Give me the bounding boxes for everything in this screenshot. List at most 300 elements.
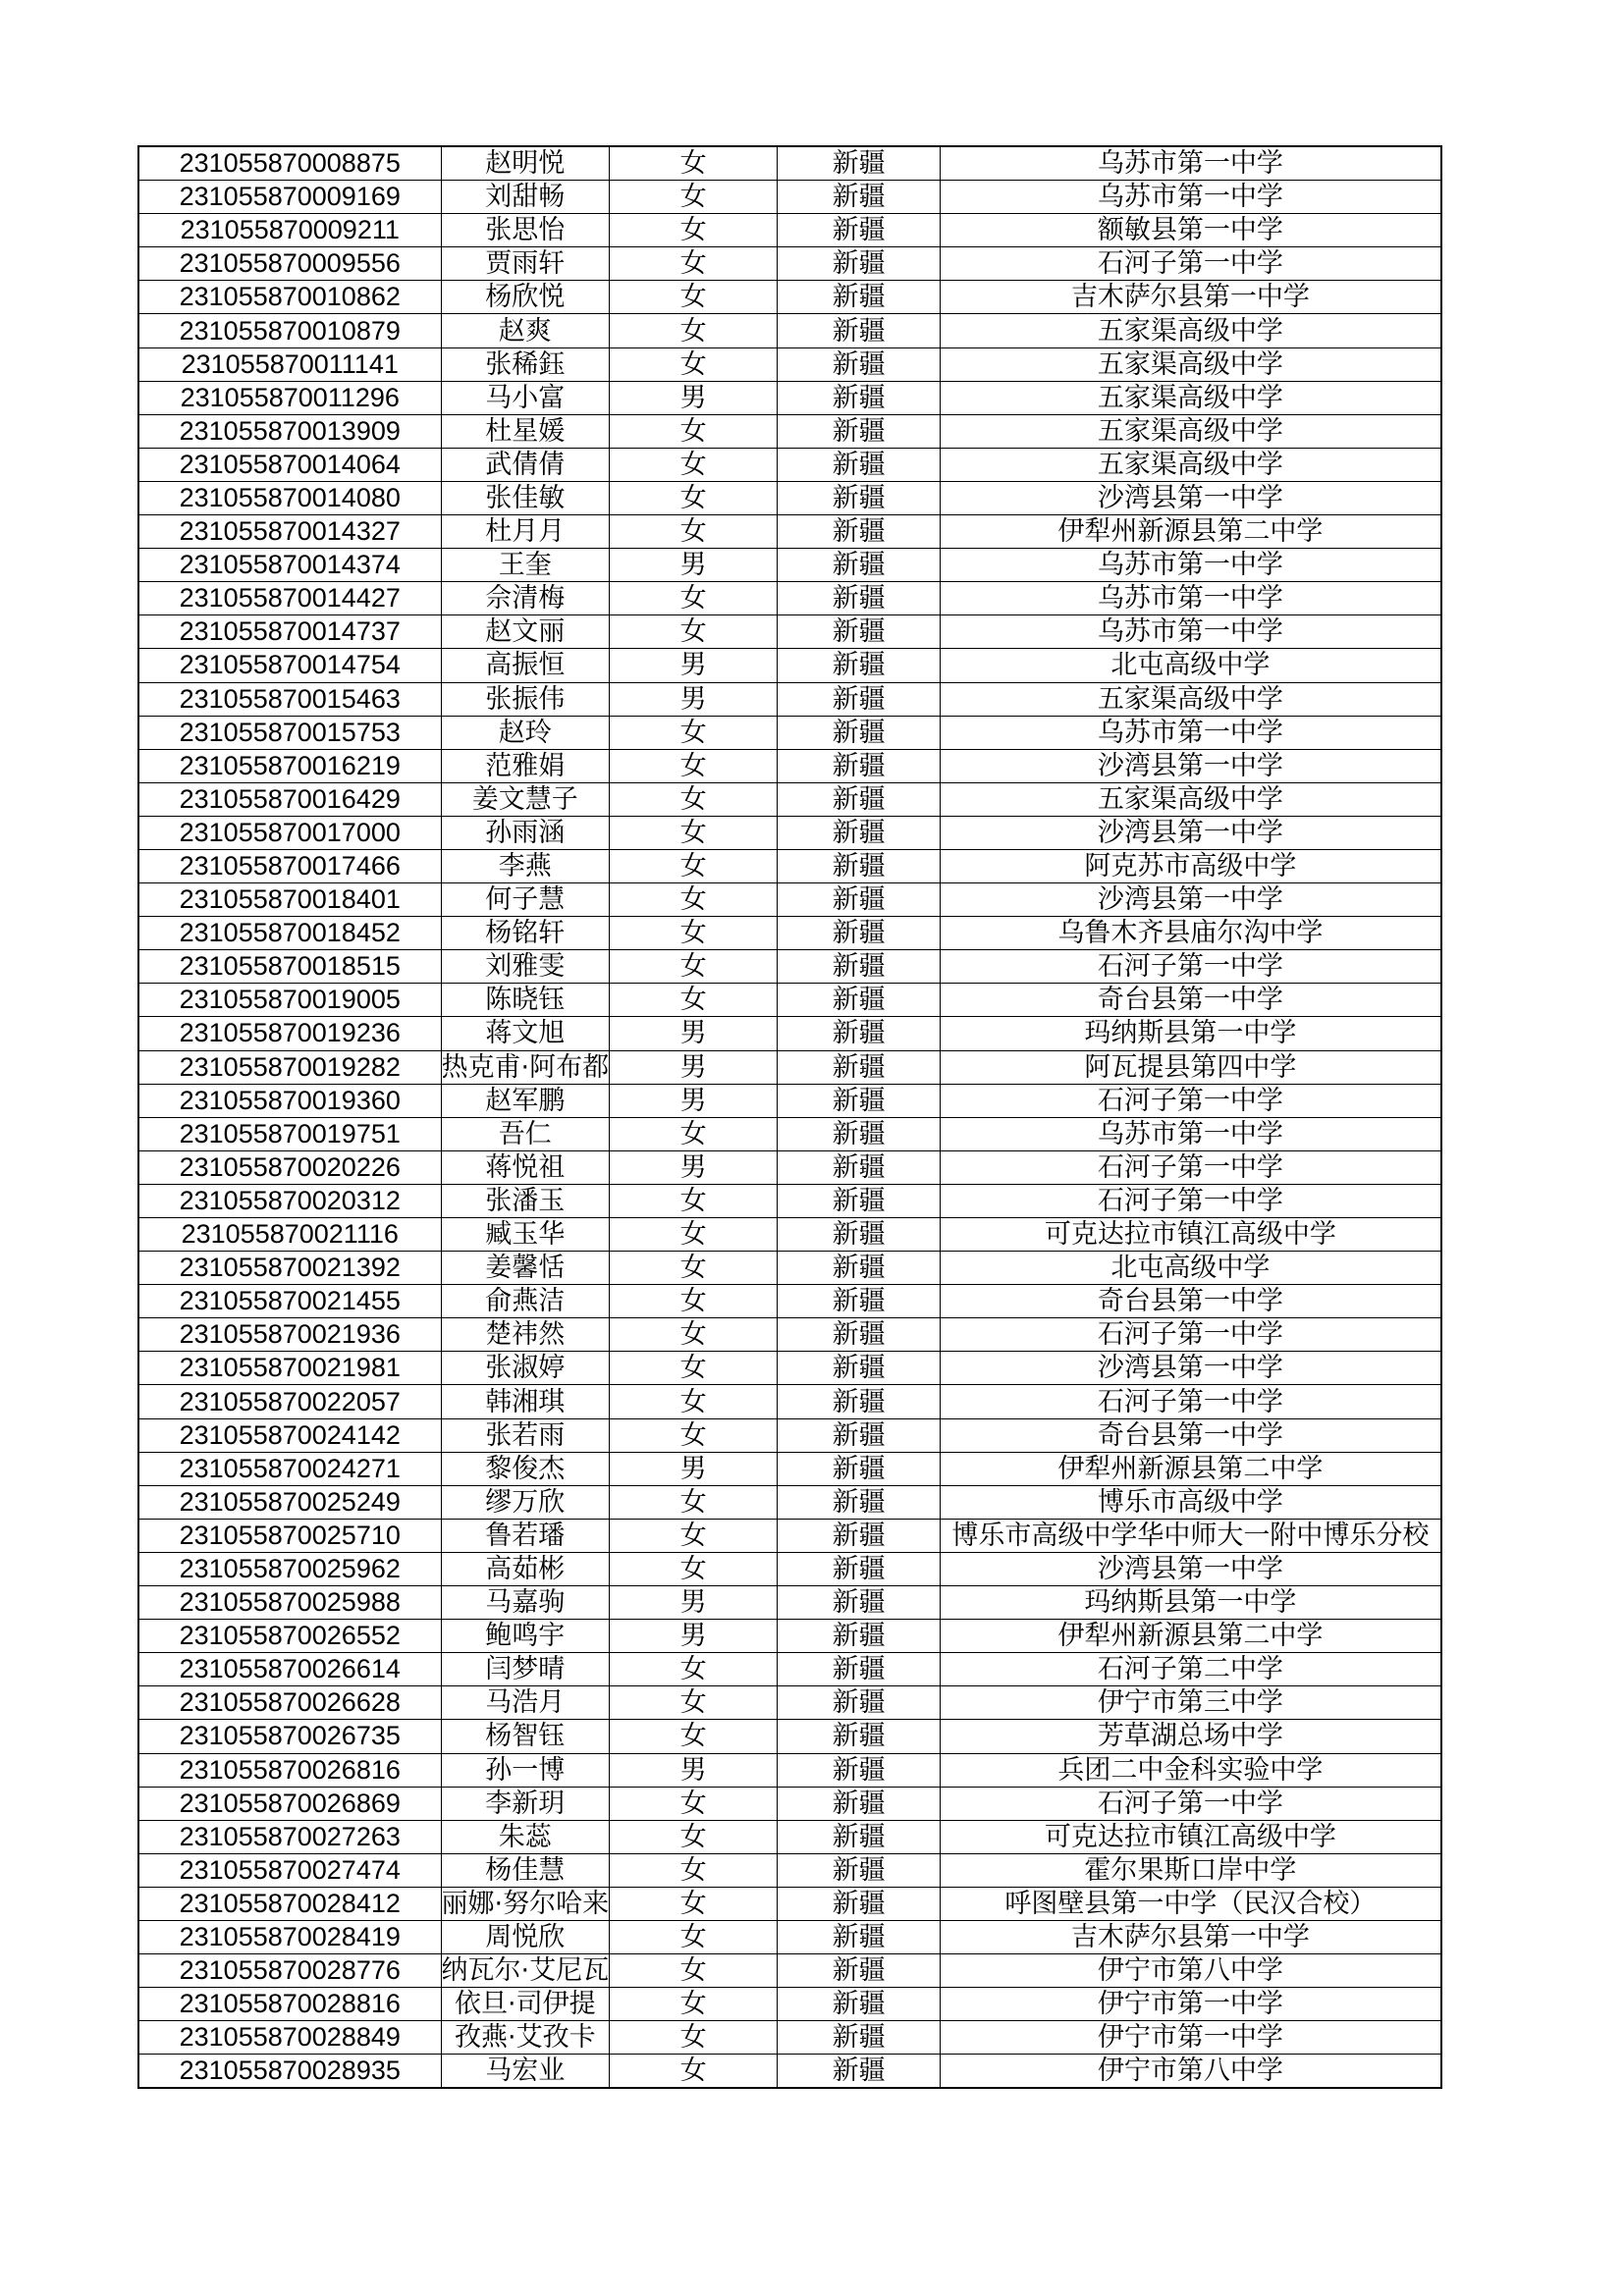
table-row — [138, 1452, 1441, 1485]
gender-cell: 女 — [610, 1352, 778, 1385]
name-cell: 马小富 — [441, 381, 610, 414]
exam-id-cell: 231055870008875 — [138, 146, 441, 181]
table-row — [138, 1720, 1441, 1753]
exam-id-cell: 231055870014327 — [138, 515, 441, 549]
table-row — [138, 1017, 1441, 1050]
table-row — [138, 917, 1441, 950]
exam-id-cell: 231055870028776 — [138, 1954, 441, 1988]
exam-id-cell: 231055870019236 — [138, 1017, 441, 1050]
exam-id-cell: 231055870014754 — [138, 649, 441, 682]
school-cell: 石河子第一中学 — [941, 950, 1441, 984]
gender-cell: 女 — [610, 984, 778, 1017]
school-cell: 乌苏市第一中学 — [941, 181, 1441, 214]
region-cell: 新疆 — [778, 782, 941, 816]
school-cell: 沙湾县第一中学 — [941, 1352, 1441, 1385]
region-cell: 新疆 — [778, 1352, 941, 1385]
table-row — [138, 146, 1441, 181]
exam-id-cell: 231055870014737 — [138, 615, 441, 649]
table-row — [138, 515, 1441, 549]
table-row — [138, 716, 1441, 749]
name-cell: 孙雨涵 — [441, 816, 610, 849]
exam-id-cell: 231055870014427 — [138, 582, 441, 615]
table-row — [138, 1954, 1441, 1988]
school-cell: 五家渠高级中学 — [941, 347, 1441, 381]
exam-id-cell: 231055870009211 — [138, 214, 441, 247]
table-row — [138, 1988, 1441, 2021]
exam-id-cell: 231055870022057 — [138, 1385, 441, 1418]
school-cell: 五家渠高级中学 — [941, 414, 1441, 448]
gender-cell: 女 — [610, 1485, 778, 1519]
exam-id-cell: 231055870017466 — [138, 849, 441, 882]
region-cell: 新疆 — [778, 1218, 941, 1252]
table-row — [138, 1853, 1441, 1887]
school-cell: 伊犁州新源县第二中学 — [941, 1620, 1441, 1653]
gender-cell: 女 — [610, 2055, 778, 2089]
exam-id-cell: 231055870021981 — [138, 1352, 441, 1385]
school-cell: 五家渠高级中学 — [941, 381, 1441, 414]
name-cell: 丽娜·努尔哈来 — [441, 1888, 610, 1919]
region-cell: 新疆 — [778, 1586, 941, 1620]
name-cell: 武倩倩 — [441, 448, 610, 481]
school-cell: 沙湾县第一中学 — [941, 1552, 1441, 1585]
name-cell: 闫梦晴 — [441, 1653, 610, 1686]
name-cell: 臧玉华 — [441, 1218, 610, 1252]
school-cell: 沙湾县第一中学 — [941, 816, 1441, 849]
gender-cell: 男 — [610, 549, 778, 582]
gender-cell: 男 — [610, 649, 778, 682]
gender-cell: 女 — [610, 214, 778, 247]
region-cell: 新疆 — [778, 1017, 941, 1050]
name-cell: 蒋文旭 — [441, 1017, 610, 1050]
table-row — [138, 1686, 1441, 1720]
region-cell: 新疆 — [778, 1686, 941, 1720]
region-cell: 新疆 — [778, 849, 941, 882]
region-cell: 新疆 — [778, 247, 941, 281]
exam-id-cell: 231055870021392 — [138, 1252, 441, 1285]
table-row — [138, 2021, 1441, 2055]
name-cell: 马宏业 — [441, 2055, 610, 2089]
exam-id-cell: 231055870028419 — [138, 1920, 441, 1953]
name-cell: 赵军鹏 — [441, 1084, 610, 1117]
exam-id-cell: 231055870027474 — [138, 1853, 441, 1887]
region-cell: 新疆 — [778, 414, 941, 448]
school-cell: 额敏县第一中学 — [941, 214, 1441, 247]
region-cell: 新疆 — [778, 1050, 941, 1084]
exam-id-cell: 231055870026614 — [138, 1653, 441, 1686]
school-cell: 乌苏市第一中学 — [941, 146, 1441, 181]
school-cell: 石河子第二中学 — [941, 1653, 1441, 1686]
school-cell: 石河子第一中学 — [941, 1184, 1441, 1217]
school-cell: 霍尔果斯口岸中学 — [941, 1853, 1441, 1887]
exam-id-cell: 231055870018452 — [138, 917, 441, 950]
region-cell: 新疆 — [778, 1285, 941, 1318]
name-cell: 刘雅雯 — [441, 950, 610, 984]
region-cell: 新疆 — [778, 2021, 941, 2055]
exam-id-cell: 231055870009556 — [138, 247, 441, 281]
name-cell: 赵爽 — [441, 314, 610, 347]
school-cell: 阿瓦提县第四中学 — [941, 1050, 1441, 1084]
name-cell: 楚祎然 — [441, 1318, 610, 1352]
exam-id-cell: 231055870021936 — [138, 1318, 441, 1352]
table-row — [138, 481, 1441, 514]
gender-cell: 女 — [610, 1853, 778, 1887]
name-cell: 杨智钰 — [441, 1720, 610, 1753]
exam-id-cell: 231055870025249 — [138, 1485, 441, 1519]
exam-id-cell: 231055870017000 — [138, 816, 441, 849]
table-row — [138, 984, 1441, 1017]
gender-cell: 女 — [610, 1720, 778, 1753]
region-cell: 新疆 — [778, 1318, 941, 1352]
table-row — [138, 2055, 1441, 2089]
exam-id-cell: 231055870026869 — [138, 1787, 441, 1820]
exam-id-cell: 231055870028816 — [138, 1988, 441, 2021]
name-cell: 李新玥 — [441, 1787, 610, 1820]
region-cell: 新疆 — [778, 950, 941, 984]
exam-id-cell: 231055870015753 — [138, 716, 441, 749]
table-row — [138, 347, 1441, 381]
region-cell: 新疆 — [778, 1452, 941, 1485]
exam-id-cell: 231055870009169 — [138, 181, 441, 214]
region-cell: 新疆 — [778, 515, 941, 549]
name-cell: 张若雨 — [441, 1418, 610, 1452]
region-cell: 新疆 — [778, 448, 941, 481]
table-row — [138, 1485, 1441, 1519]
table-row — [138, 214, 1441, 247]
school-cell: 沙湾县第一中学 — [941, 883, 1441, 917]
name-cell: 马浩月 — [441, 1686, 610, 1720]
gender-cell: 男 — [610, 1452, 778, 1485]
gender-cell: 男 — [610, 682, 778, 716]
table-row — [138, 1920, 1441, 1953]
school-cell: 石河子第一中学 — [941, 1787, 1441, 1820]
gender-cell: 男 — [610, 1753, 778, 1787]
name-cell: 贾雨轩 — [441, 247, 610, 281]
table-row — [138, 883, 1441, 917]
gender-cell: 女 — [610, 917, 778, 950]
name-cell: 吾仁 — [441, 1117, 610, 1150]
school-cell: 石河子第一中学 — [941, 1385, 1441, 1418]
gender-cell: 女 — [610, 347, 778, 381]
gender-cell: 女 — [610, 1887, 778, 1920]
exam-id-cell: 231055870021116 — [138, 1218, 441, 1252]
gender-cell: 男 — [610, 1017, 778, 1050]
school-cell: 奇台县第一中学 — [941, 1418, 1441, 1452]
school-cell: 伊宁市第三中学 — [941, 1686, 1441, 1720]
gender-cell: 女 — [610, 181, 778, 214]
gender-cell: 女 — [610, 1988, 778, 2021]
region-cell: 新疆 — [778, 481, 941, 514]
name-cell: 刘甜畅 — [441, 181, 610, 214]
region-cell: 新疆 — [778, 549, 941, 582]
school-cell: 可克达拉市镇江高级中学 — [941, 1218, 1441, 1252]
table-row — [138, 381, 1441, 414]
exam-id-cell: 231055870019005 — [138, 984, 441, 1017]
exam-id-cell: 231055870025962 — [138, 1552, 441, 1585]
school-cell: 吉木萨尔县第一中学 — [941, 281, 1441, 314]
region-cell: 新疆 — [778, 615, 941, 649]
table-row — [138, 1552, 1441, 1585]
gender-cell: 女 — [610, 414, 778, 448]
name-cell: 鲍鸣宇 — [441, 1620, 610, 1653]
region-cell: 新疆 — [778, 2055, 941, 2089]
region-cell: 新疆 — [778, 883, 941, 917]
exam-id-cell: 231055870025988 — [138, 1586, 441, 1620]
table-row — [138, 1418, 1441, 1452]
table-row — [138, 782, 1441, 816]
name-cell: 陈晓钰 — [441, 984, 610, 1017]
gender-cell: 女 — [610, 883, 778, 917]
gender-cell: 女 — [610, 481, 778, 514]
school-cell: 玛纳斯县第一中学 — [941, 1586, 1441, 1620]
table-row — [138, 314, 1441, 347]
gender-cell: 女 — [610, 1218, 778, 1252]
name-cell: 杜月月 — [441, 515, 610, 549]
region-cell: 新疆 — [778, 1920, 941, 1953]
exam-id-cell: 231055870026552 — [138, 1620, 441, 1653]
gender-cell: 男 — [610, 1620, 778, 1653]
exam-id-cell: 231055870025710 — [138, 1519, 441, 1552]
table-row — [138, 549, 1441, 582]
exam-id-cell: 231055870014080 — [138, 481, 441, 514]
name-cell: 张潘玉 — [441, 1184, 610, 1217]
region-cell: 新疆 — [778, 682, 941, 716]
name-cell: 赵明悦 — [441, 146, 610, 181]
exam-id-cell: 231055870027263 — [138, 1820, 441, 1853]
table-row — [138, 950, 1441, 984]
school-cell: 兵团二中金科实验中学 — [941, 1753, 1441, 1787]
exam-id-cell: 231055870011141 — [138, 347, 441, 381]
school-cell: 乌苏市第一中学 — [941, 1117, 1441, 1150]
region-cell: 新疆 — [778, 381, 941, 414]
school-cell: 博乐市高级中学 — [941, 1485, 1441, 1519]
gender-cell: 女 — [610, 1820, 778, 1853]
school-cell: 北屯高级中学 — [941, 1252, 1441, 1285]
name-cell: 张淑婷 — [441, 1352, 610, 1385]
exam-id-cell: 231055870016219 — [138, 749, 441, 782]
gender-cell: 女 — [610, 615, 778, 649]
region-cell: 新疆 — [778, 1653, 941, 1686]
exam-id-cell: 231055870019751 — [138, 1117, 441, 1150]
school-cell: 石河子第一中学 — [941, 1084, 1441, 1117]
exam-id-cell: 231055870026628 — [138, 1686, 441, 1720]
exam-id-cell: 231055870018401 — [138, 883, 441, 917]
table-row — [138, 1184, 1441, 1217]
gender-cell: 女 — [610, 448, 778, 481]
exam-id-cell: 231055870020226 — [138, 1150, 441, 1184]
exam-id-cell: 231055870018515 — [138, 950, 441, 984]
name-cell: 李燕 — [441, 849, 610, 882]
gender-cell: 男 — [610, 1050, 778, 1084]
gender-cell: 女 — [610, 1787, 778, 1820]
region-cell: 新疆 — [778, 1988, 941, 2021]
name-cell: 张振伟 — [441, 682, 610, 716]
name-cell: 热克甫·阿布都 — [441, 1051, 610, 1083]
region-cell: 新疆 — [778, 917, 941, 950]
name-cell: 何子慧 — [441, 883, 610, 917]
name-cell: 蒋悦祖 — [441, 1150, 610, 1184]
school-cell: 伊宁市第八中学 — [941, 2055, 1441, 2089]
table-row — [138, 1218, 1441, 1252]
table-row — [138, 1519, 1441, 1552]
gender-cell: 女 — [610, 1418, 778, 1452]
gender-cell: 女 — [610, 1318, 778, 1352]
name-cell: 姜文慧子 — [441, 782, 610, 816]
table-row — [138, 247, 1441, 281]
gender-cell: 女 — [610, 146, 778, 181]
exam-id-cell: 231055870024271 — [138, 1452, 441, 1485]
gender-cell: 女 — [610, 816, 778, 849]
region-cell: 新疆 — [778, 1519, 941, 1552]
region-cell: 新疆 — [778, 146, 941, 181]
gender-cell: 女 — [610, 749, 778, 782]
school-cell: 奇台县第一中学 — [941, 984, 1441, 1017]
gender-cell: 女 — [610, 1686, 778, 1720]
school-cell: 奇台县第一中学 — [941, 1285, 1441, 1318]
exam-id-cell: 231055870016429 — [138, 782, 441, 816]
region-cell: 新疆 — [778, 1084, 941, 1117]
exam-id-cell: 231055870024142 — [138, 1418, 441, 1452]
exam-id-cell: 231055870019282 — [138, 1050, 441, 1084]
gender-cell: 女 — [610, 1920, 778, 1953]
exam-id-cell: 231055870015463 — [138, 682, 441, 716]
school-cell: 乌苏市第一中学 — [941, 716, 1441, 749]
name-cell: 周悦欣 — [441, 1920, 610, 1953]
gender-cell: 女 — [610, 1653, 778, 1686]
school-cell: 呼图壁县第一中学（民汉合校） — [941, 1887, 1441, 1920]
school-cell: 沙湾县第一中学 — [941, 481, 1441, 514]
table-row — [138, 1117, 1441, 1150]
region-cell: 新疆 — [778, 816, 941, 849]
region-cell: 新疆 — [778, 1620, 941, 1653]
name-cell: 杨欣悦 — [441, 281, 610, 314]
gender-cell: 女 — [610, 1184, 778, 1217]
name-cell: 姜馨恬 — [441, 1252, 610, 1285]
name-cell: 张稀鈺 — [441, 347, 610, 381]
region-cell: 新疆 — [778, 716, 941, 749]
exam-id-cell: 231055870013909 — [138, 414, 441, 448]
exam-id-cell: 231055870020312 — [138, 1184, 441, 1217]
name-cell: 佘清梅 — [441, 582, 610, 615]
table-row — [138, 582, 1441, 615]
region-cell: 新疆 — [778, 1184, 941, 1217]
school-cell: 乌苏市第一中学 — [941, 549, 1441, 582]
exam-id-cell: 231055870028935 — [138, 2055, 441, 2089]
region-cell: 新疆 — [778, 1720, 941, 1753]
region-cell: 新疆 — [778, 1418, 941, 1452]
name-cell: 张思怡 — [441, 214, 610, 247]
region-cell: 新疆 — [778, 1820, 941, 1853]
table-row — [138, 1887, 1441, 1920]
name-cell: 孜燕·艾孜卡 — [441, 2021, 610, 2055]
school-cell: 伊宁市第一中学 — [941, 2021, 1441, 2055]
school-cell: 北屯高级中学 — [941, 649, 1441, 682]
region-cell: 新疆 — [778, 1485, 941, 1519]
table-row — [138, 749, 1441, 782]
table-row — [138, 1787, 1441, 1820]
name-cell: 范雅娟 — [441, 749, 610, 782]
name-cell: 杜星媛 — [441, 414, 610, 448]
exam-id-cell: 231055870021455 — [138, 1285, 441, 1318]
school-cell: 石河子第一中学 — [941, 1150, 1441, 1184]
school-cell: 伊宁市第一中学 — [941, 1988, 1441, 2021]
gender-cell: 女 — [610, 314, 778, 347]
school-cell: 伊宁市第八中学 — [941, 1954, 1441, 1988]
gender-cell: 女 — [610, 1552, 778, 1585]
gender-cell: 女 — [610, 1252, 778, 1285]
name-cell: 高茹彬 — [441, 1552, 610, 1585]
name-cell: 纳瓦尔·艾尼瓦 — [441, 1955, 610, 1987]
region-cell: 新疆 — [778, 214, 941, 247]
name-cell: 朱蕊 — [441, 1820, 610, 1853]
table-row — [138, 1285, 1441, 1318]
table-row — [138, 649, 1441, 682]
gender-cell: 女 — [610, 1117, 778, 1150]
gender-cell: 女 — [610, 1385, 778, 1418]
school-cell: 伊犁州新源县第二中学 — [941, 1452, 1441, 1485]
gender-cell: 女 — [610, 582, 778, 615]
gender-cell: 女 — [610, 950, 778, 984]
region-cell: 新疆 — [778, 1787, 941, 1820]
name-cell: 王奎 — [441, 549, 610, 582]
gender-cell: 女 — [610, 247, 778, 281]
table-row — [138, 1352, 1441, 1385]
school-cell: 沙湾县第一中学 — [941, 749, 1441, 782]
region-cell: 新疆 — [778, 984, 941, 1017]
name-cell: 俞燕洁 — [441, 1285, 610, 1318]
region-cell: 新疆 — [778, 1753, 941, 1787]
gender-cell: 女 — [610, 2021, 778, 2055]
name-cell: 马嘉驹 — [441, 1586, 610, 1620]
school-cell: 五家渠高级中学 — [941, 682, 1441, 716]
table-row — [138, 1586, 1441, 1620]
school-cell: 石河子第一中学 — [941, 1318, 1441, 1352]
name-cell: 孙一博 — [441, 1753, 610, 1787]
exam-id-cell: 231055870011296 — [138, 381, 441, 414]
name-cell: 高振恒 — [441, 649, 610, 682]
name-cell: 韩湘琪 — [441, 1385, 610, 1418]
region-cell: 新疆 — [778, 1853, 941, 1887]
school-cell: 伊犁州新源县第二中学 — [941, 515, 1441, 549]
table-row — [138, 1620, 1441, 1653]
gender-cell: 女 — [610, 281, 778, 314]
exam-id-cell: 231055870026735 — [138, 1720, 441, 1753]
gender-cell: 女 — [610, 716, 778, 749]
name-cell: 黎俊杰 — [441, 1452, 610, 1485]
table-row — [138, 1150, 1441, 1184]
school-cell: 乌苏市第一中学 — [941, 615, 1441, 649]
exam-id-cell: 231055870028412 — [138, 1887, 441, 1920]
school-cell: 吉木萨尔县第一中学 — [941, 1920, 1441, 1953]
region-cell: 新疆 — [778, 1954, 941, 1988]
table-row — [138, 1318, 1441, 1352]
name-cell: 赵玲 — [441, 716, 610, 749]
table-row — [138, 281, 1441, 314]
region-cell: 新疆 — [778, 347, 941, 381]
exam-id-cell: 231055870019360 — [138, 1084, 441, 1117]
table-row — [138, 816, 1441, 849]
region-cell: 新疆 — [778, 1117, 941, 1150]
gender-cell: 女 — [610, 1285, 778, 1318]
gender-cell: 男 — [610, 1150, 778, 1184]
table-row — [138, 1820, 1441, 1853]
gender-cell: 女 — [610, 1519, 778, 1552]
school-cell: 五家渠高级中学 — [941, 782, 1441, 816]
name-cell: 杨佳慧 — [441, 1853, 610, 1887]
name-cell: 张佳敏 — [441, 481, 610, 514]
gender-cell: 女 — [610, 782, 778, 816]
gender-cell: 女 — [610, 1954, 778, 1988]
table-row — [138, 448, 1441, 481]
